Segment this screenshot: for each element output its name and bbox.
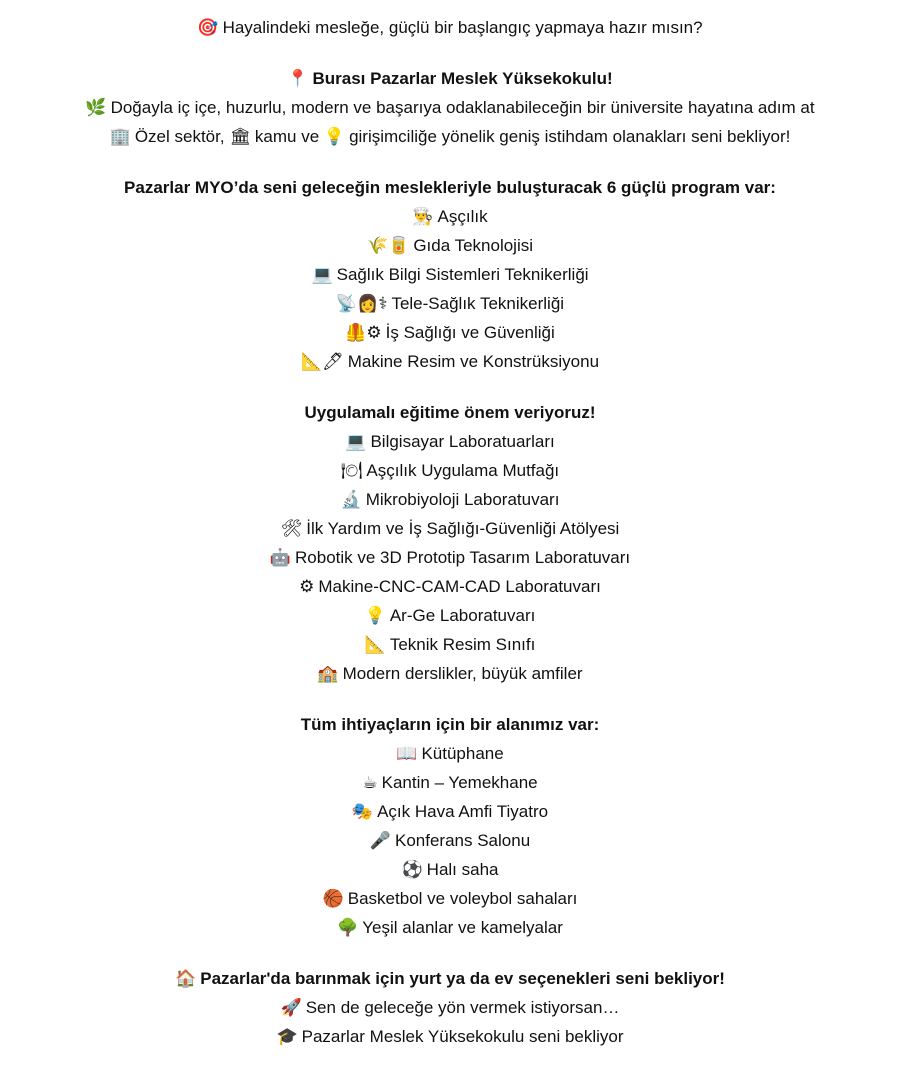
pin-icon: 📍 (287, 69, 309, 89)
microphone-icon: 🎤 (369, 831, 391, 851)
intro-jobs-line (0, 122, 900, 151)
program-item-occupational-safety (0, 318, 900, 347)
satellite-health-worker-icon: 📡👩⚕ (335, 294, 388, 314)
jobs-entrepreneur-text: girişimciliğe yönelik geniş istihdam olanakları seni bekliyor! (349, 127, 791, 146)
facility-item-label: Yeşil alanlar ve kamelyalar (362, 918, 563, 937)
intro-question-text: Hayalindeki mesleğe, güçlü bir başlangıç yapmaya hazır mısın? (222, 18, 703, 37)
facility-item-canteen (0, 768, 900, 797)
public-building-icon: 🏛 (229, 127, 251, 147)
intro-title-text: Burası Pazarlar Meslek Yüksekokulu! (312, 69, 613, 88)
lightbulb-icon: 💡 (364, 606, 386, 626)
soccer-ball-icon: ⚽ (401, 860, 423, 880)
program-item-label: İş Sağlığı ve Güvenliği (385, 323, 555, 342)
coffee-icon: ☕ (362, 773, 378, 793)
program-item-label: Tele-Sağlık Teknikerliği (391, 294, 565, 313)
program-item-label: Aşçılık (437, 207, 488, 226)
intro-nature-line (0, 93, 900, 122)
lab-item-label: Makine-CNC-CAM-CAD Laboratuvarı (318, 577, 601, 596)
outro-housing-line (0, 964, 900, 993)
plate-icon: 🍽 (340, 461, 363, 481)
program-item-telehealth (0, 289, 900, 318)
lab-item-label: Ar-Ge Laboratuvarı (389, 606, 536, 625)
facility-item-label: Kantin – Yemekhane (381, 773, 538, 792)
lab-item-microbiology (0, 485, 900, 514)
rocket-icon: 🚀 (280, 998, 302, 1018)
laptop-icon: 💻 (345, 432, 367, 452)
outro-future-line (0, 993, 900, 1022)
facility-item-label: Konferans Salonu (395, 831, 531, 850)
lab-item-label: Modern derslikler, büyük amfiler (342, 664, 583, 683)
laptop-icon: 💻 (311, 265, 333, 285)
lab-item-cnc (0, 572, 900, 601)
ruler-pen-icon: 📐🖊 (300, 352, 344, 372)
facility-item-label: Kütüphane (421, 744, 504, 763)
safety-vest-gear-icon: 🦺⚙ (345, 323, 382, 343)
triangle-ruler-icon: 📐 (364, 635, 386, 655)
program-item-health-information (0, 260, 900, 289)
lab-item-computer (0, 427, 900, 456)
open-book-icon: 📖 (396, 744, 418, 764)
lab-item-label: Teknik Resim Sınıfı (389, 635, 536, 654)
lab-item-label: Aşçılık Uygulama Mutfağı (366, 461, 560, 480)
graduation-cap-icon: 🎓 (276, 1027, 298, 1047)
lab-item-first-aid (0, 514, 900, 543)
program-item-machine-drawing (0, 347, 900, 376)
theater-masks-icon: 🎭 (351, 802, 374, 822)
robot-icon: 🤖 (269, 548, 292, 568)
facility-item-library (0, 739, 900, 768)
outro-housing-text: Pazarlar'da barınmak için yurt ya da ev seçenekleri seni bekliyor! (200, 969, 725, 988)
target-icon: 🎯 (197, 18, 219, 38)
facility-item-football (0, 855, 900, 884)
lab-item-kitchen (0, 456, 900, 485)
program-item-culinary (0, 202, 900, 231)
jobs-private-text: Özel sektör, (134, 127, 225, 146)
facility-item-label: Açık Hava Amfi Tiyatro (377, 802, 549, 821)
school-icon: 🏫 (317, 664, 339, 684)
grain-can-icon: 🌾🥫 (366, 236, 410, 256)
program-item-food-technology (0, 231, 900, 260)
herb-icon: 🌿 (85, 98, 107, 118)
facility-item-courts (0, 884, 900, 913)
lab-item-label: Mikrobiyoloji Laboratuvarı (365, 490, 560, 509)
lab-item-label: Robotik ve 3D Prototip Tasarım Laboratuvarı (295, 548, 631, 567)
lab-item-label: İlk Yardım ve İş Sağlığı-Güvenliği Atölyesi (306, 519, 620, 538)
program-item-label: Makine Resim ve Konstrüksiyonu (347, 352, 600, 371)
facility-item-conference (0, 826, 900, 855)
intro-nature-text: Doğayla iç içe, huzurlu, modern ve başarıya odaklanabileceğin bir üniversite hayatına adım at (110, 98, 815, 117)
lab-item-rnd (0, 601, 900, 630)
outro-future-text: Sen de geleceğe yön vermek istiyorsan… (305, 998, 620, 1017)
lab-item-robotics (0, 543, 900, 572)
program-item-label: Gıda Teknolojisi (413, 236, 534, 255)
lightbulb-icon: 💡 (323, 127, 346, 147)
intro-title-line (0, 64, 900, 93)
office-building-icon: 🏢 (109, 127, 131, 147)
gear-icon: ⚙ (299, 577, 315, 597)
intro-question-line (0, 13, 900, 42)
lab-item-classrooms (0, 659, 900, 688)
lab-item-technical-drawing (0, 630, 900, 659)
outro-school-line (0, 1022, 900, 1051)
jobs-public-text: kamu ve (254, 127, 320, 146)
programs-heading: Pazarlar MYO’da seni geleceğin meslekleriyle buluşturacak 6 güçlü program var: (124, 178, 776, 197)
basketball-icon: 🏀 (322, 889, 344, 909)
tools-icon: 🛠 (280, 519, 303, 539)
facility-item-label: Basketbol ve voleybol sahaları (347, 889, 578, 908)
tree-icon: 🌳 (337, 918, 359, 938)
facilities-heading: Tüm ihtiyaçların için bir alanımız var: (300, 715, 600, 734)
house-icon: 🏠 (175, 969, 197, 989)
labs-heading: Uygulamalı eğitime önem veriyoruz! (304, 403, 596, 422)
program-item-label: Sağlık Bilgi Sistemleri Teknikerliği (336, 265, 589, 284)
chef-icon: 👨‍🍳 (412, 207, 434, 227)
lab-item-label: Bilgisayar Laboratuarları (370, 432, 555, 451)
facility-item-label: Halı saha (426, 860, 499, 879)
outro-school-text: Pazarlar Meslek Yüksekokulu seni bekliyor (301, 1027, 624, 1046)
facility-item-amphitheater (0, 797, 900, 826)
microscope-icon: 🔬 (340, 490, 362, 510)
facility-item-green-areas (0, 913, 900, 942)
